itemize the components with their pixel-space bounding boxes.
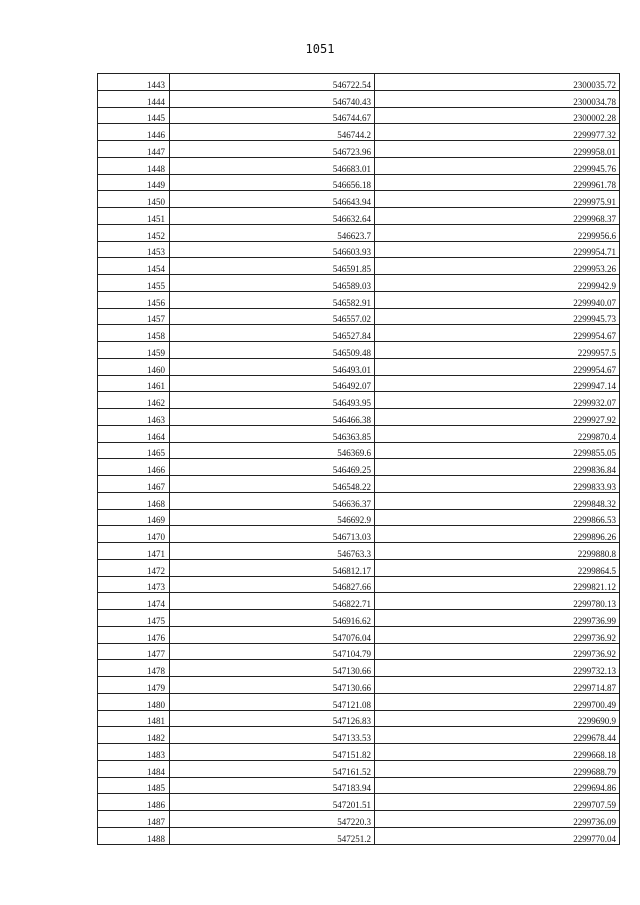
point-id-cell: 1469 (98, 509, 170, 526)
x-coordinate-cell: 546603.93 (170, 241, 375, 258)
y-coordinate-cell: 2299927.92 (375, 409, 620, 426)
y-coordinate-cell: 2299945.76 (375, 157, 620, 174)
x-coordinate-cell: 546493.01 (170, 358, 375, 375)
y-coordinate-cell: 2299707.59 (375, 794, 620, 811)
table-row (98, 526, 620, 543)
y-coordinate-cell: 2299977.32 (375, 124, 620, 141)
point-id-cell: 1477 (98, 643, 170, 660)
y-coordinate-cell: 2299770.04 (375, 827, 620, 844)
y-coordinate-cell: 2299736.99 (375, 610, 620, 627)
x-coordinate-cell: 547201.51 (170, 794, 375, 811)
table-row (98, 811, 620, 828)
coordinate-table (97, 73, 620, 845)
y-coordinate-cell: 2299932.07 (375, 392, 620, 409)
y-coordinate-cell: 2299961.78 (375, 174, 620, 191)
table-row (98, 710, 620, 727)
point-id-cell: 1447 (98, 141, 170, 158)
table-row (98, 442, 620, 459)
table-row (98, 576, 620, 593)
x-coordinate-cell: 547151.82 (170, 744, 375, 761)
x-coordinate-cell: 546744.67 (170, 107, 375, 124)
x-coordinate-cell: 546713.03 (170, 526, 375, 543)
x-coordinate-cell: 546723.96 (170, 141, 375, 158)
point-id-cell: 1482 (98, 727, 170, 744)
table-row (98, 241, 620, 258)
x-coordinate-cell: 546763.3 (170, 543, 375, 560)
table-row (98, 90, 620, 107)
y-coordinate-cell: 2300002.28 (375, 107, 620, 124)
point-id-cell: 1483 (98, 744, 170, 761)
table-body (98, 74, 620, 845)
y-coordinate-cell: 2299953.26 (375, 258, 620, 275)
table-row (98, 610, 620, 627)
x-coordinate-cell: 546740.43 (170, 90, 375, 107)
x-coordinate-cell: 546822.71 (170, 593, 375, 610)
x-coordinate-cell: 547130.66 (170, 660, 375, 677)
x-coordinate-cell: 547133.53 (170, 727, 375, 744)
table-row (98, 409, 620, 426)
y-coordinate-cell: 2299942.9 (375, 275, 620, 292)
table-row (98, 141, 620, 158)
x-coordinate-cell: 546916.62 (170, 610, 375, 627)
x-coordinate-cell: 546827.66 (170, 576, 375, 593)
point-id-cell: 1454 (98, 258, 170, 275)
x-coordinate-cell: 546493.95 (170, 392, 375, 409)
point-id-cell: 1488 (98, 827, 170, 844)
table-row (98, 760, 620, 777)
table-row (98, 660, 620, 677)
point-id-cell: 1446 (98, 124, 170, 141)
point-id-cell: 1458 (98, 325, 170, 342)
x-coordinate-cell: 546557.02 (170, 308, 375, 325)
y-coordinate-cell: 2299736.09 (375, 811, 620, 828)
x-coordinate-cell: 546623.7 (170, 224, 375, 241)
x-coordinate-cell: 547220.3 (170, 811, 375, 828)
point-id-cell: 1452 (98, 224, 170, 241)
y-coordinate-cell: 2299954.67 (375, 358, 620, 375)
point-id-cell: 1465 (98, 442, 170, 459)
y-coordinate-cell: 2299836.84 (375, 459, 620, 476)
y-coordinate-cell: 2299957.5 (375, 342, 620, 359)
table-row (98, 744, 620, 761)
point-id-cell: 1463 (98, 409, 170, 426)
point-id-cell: 1450 (98, 191, 170, 208)
point-id-cell: 1445 (98, 107, 170, 124)
table-row (98, 459, 620, 476)
table-row (98, 275, 620, 292)
table-row (98, 425, 620, 442)
y-coordinate-cell: 2299780.13 (375, 593, 620, 610)
table-row (98, 258, 620, 275)
x-coordinate-cell: 546722.54 (170, 74, 375, 91)
point-id-cell: 1472 (98, 559, 170, 576)
table-row (98, 593, 620, 610)
point-id-cell: 1476 (98, 626, 170, 643)
table-row (98, 375, 620, 392)
y-coordinate-cell: 2299880.8 (375, 543, 620, 560)
table-row (98, 626, 620, 643)
point-id-cell: 1474 (98, 593, 170, 610)
point-id-cell: 1485 (98, 777, 170, 794)
point-id-cell: 1475 (98, 610, 170, 627)
table-row (98, 693, 620, 710)
y-coordinate-cell: 2300034.78 (375, 90, 620, 107)
page-number: 1051 (305, 42, 335, 56)
point-id-cell: 1459 (98, 342, 170, 359)
y-coordinate-cell: 2299954.67 (375, 325, 620, 342)
point-id-cell: 1457 (98, 308, 170, 325)
y-coordinate-cell: 2300035.72 (375, 74, 620, 91)
point-id-cell: 1470 (98, 526, 170, 543)
y-coordinate-cell: 2299866.53 (375, 509, 620, 526)
point-id-cell: 1464 (98, 425, 170, 442)
x-coordinate-cell: 546692.9 (170, 509, 375, 526)
point-id-cell: 1481 (98, 710, 170, 727)
y-coordinate-cell: 2299975.91 (375, 191, 620, 208)
table-row (98, 325, 620, 342)
y-coordinate-cell: 2299736.92 (375, 643, 620, 660)
point-id-cell: 1486 (98, 794, 170, 811)
point-id-cell: 1451 (98, 208, 170, 225)
x-coordinate-cell: 546683.01 (170, 157, 375, 174)
table-row (98, 727, 620, 744)
table-row (98, 643, 620, 660)
table-row (98, 291, 620, 308)
x-coordinate-cell: 547121.08 (170, 693, 375, 710)
point-id-cell: 1471 (98, 543, 170, 560)
x-coordinate-cell: 546643.94 (170, 191, 375, 208)
y-coordinate-cell: 2299700.49 (375, 693, 620, 710)
x-coordinate-cell: 546744.2 (170, 124, 375, 141)
y-coordinate-cell: 2299833.93 (375, 476, 620, 493)
x-coordinate-cell: 547076.04 (170, 626, 375, 643)
table-row (98, 492, 620, 509)
point-id-cell: 1448 (98, 157, 170, 174)
table-row (98, 392, 620, 409)
x-coordinate-cell: 546591.85 (170, 258, 375, 275)
x-coordinate-cell: 546632.64 (170, 208, 375, 225)
table-row (98, 509, 620, 526)
x-coordinate-cell: 546369.6 (170, 442, 375, 459)
table-row (98, 559, 620, 576)
y-coordinate-cell: 2299947.14 (375, 375, 620, 392)
point-id-cell: 1467 (98, 476, 170, 493)
y-coordinate-cell: 2299945.73 (375, 308, 620, 325)
table-row (98, 224, 620, 241)
x-coordinate-cell: 546589.03 (170, 275, 375, 292)
table-row (98, 74, 620, 91)
y-coordinate-cell: 2299736.92 (375, 626, 620, 643)
table-row (98, 677, 620, 694)
y-coordinate-cell: 2299968.37 (375, 208, 620, 225)
table-row (98, 777, 620, 794)
point-id-cell: 1462 (98, 392, 170, 409)
table-row (98, 342, 620, 359)
table-row (98, 208, 620, 225)
x-coordinate-cell: 547126.83 (170, 710, 375, 727)
point-id-cell: 1456 (98, 291, 170, 308)
x-coordinate-cell: 546656.18 (170, 174, 375, 191)
point-id-cell: 1444 (98, 90, 170, 107)
x-coordinate-cell: 546527.84 (170, 325, 375, 342)
y-coordinate-cell: 2299690.9 (375, 710, 620, 727)
point-id-cell: 1443 (98, 74, 170, 91)
y-coordinate-cell: 2299958.01 (375, 141, 620, 158)
table-row (98, 794, 620, 811)
table-row (98, 358, 620, 375)
point-id-cell: 1449 (98, 174, 170, 191)
x-coordinate-cell: 547183.94 (170, 777, 375, 794)
y-coordinate-cell: 2299688.79 (375, 760, 620, 777)
x-coordinate-cell: 546812.17 (170, 559, 375, 576)
x-coordinate-cell: 546492.07 (170, 375, 375, 392)
x-coordinate-cell: 547104.79 (170, 643, 375, 660)
x-coordinate-cell: 547130.66 (170, 677, 375, 694)
x-coordinate-cell: 546469.25 (170, 459, 375, 476)
point-id-cell: 1461 (98, 375, 170, 392)
y-coordinate-cell: 2299848.32 (375, 492, 620, 509)
x-coordinate-cell: 547161.52 (170, 760, 375, 777)
x-coordinate-cell: 546548.22 (170, 476, 375, 493)
y-coordinate-cell: 2299870.4 (375, 425, 620, 442)
x-coordinate-cell: 546363.85 (170, 425, 375, 442)
point-id-cell: 1487 (98, 811, 170, 828)
y-coordinate-cell: 2299732.13 (375, 660, 620, 677)
table-row (98, 543, 620, 560)
y-coordinate-cell: 2299940.07 (375, 291, 620, 308)
y-coordinate-cell: 2299714.87 (375, 677, 620, 694)
point-id-cell: 1473 (98, 576, 170, 593)
y-coordinate-cell: 2299864.5 (375, 559, 620, 576)
point-id-cell: 1455 (98, 275, 170, 292)
table-row (98, 476, 620, 493)
point-id-cell: 1468 (98, 492, 170, 509)
table-row (98, 124, 620, 141)
y-coordinate-cell: 2299668.18 (375, 744, 620, 761)
point-id-cell: 1466 (98, 459, 170, 476)
y-coordinate-cell: 2299896.26 (375, 526, 620, 543)
y-coordinate-cell: 2299855.05 (375, 442, 620, 459)
point-id-cell: 1484 (98, 760, 170, 777)
x-coordinate-cell: 546636.37 (170, 492, 375, 509)
y-coordinate-cell: 2299956.6 (375, 224, 620, 241)
point-id-cell: 1479 (98, 677, 170, 694)
table-row (98, 157, 620, 174)
table-row (98, 308, 620, 325)
x-coordinate-cell: 546509.48 (170, 342, 375, 359)
y-coordinate-cell: 2299694.86 (375, 777, 620, 794)
y-coordinate-cell: 2299954.71 (375, 241, 620, 258)
point-id-cell: 1478 (98, 660, 170, 677)
x-coordinate-cell: 546582.91 (170, 291, 375, 308)
x-coordinate-cell: 547251.2 (170, 827, 375, 844)
x-coordinate-cell: 546466.38 (170, 409, 375, 426)
y-coordinate-cell: 2299821.12 (375, 576, 620, 593)
y-coordinate-cell: 2299678.44 (375, 727, 620, 744)
point-id-cell: 1480 (98, 693, 170, 710)
table-row (98, 827, 620, 844)
point-id-cell: 1453 (98, 241, 170, 258)
point-id-cell: 1460 (98, 358, 170, 375)
table-row (98, 191, 620, 208)
table-row (98, 174, 620, 191)
table-row (98, 107, 620, 124)
